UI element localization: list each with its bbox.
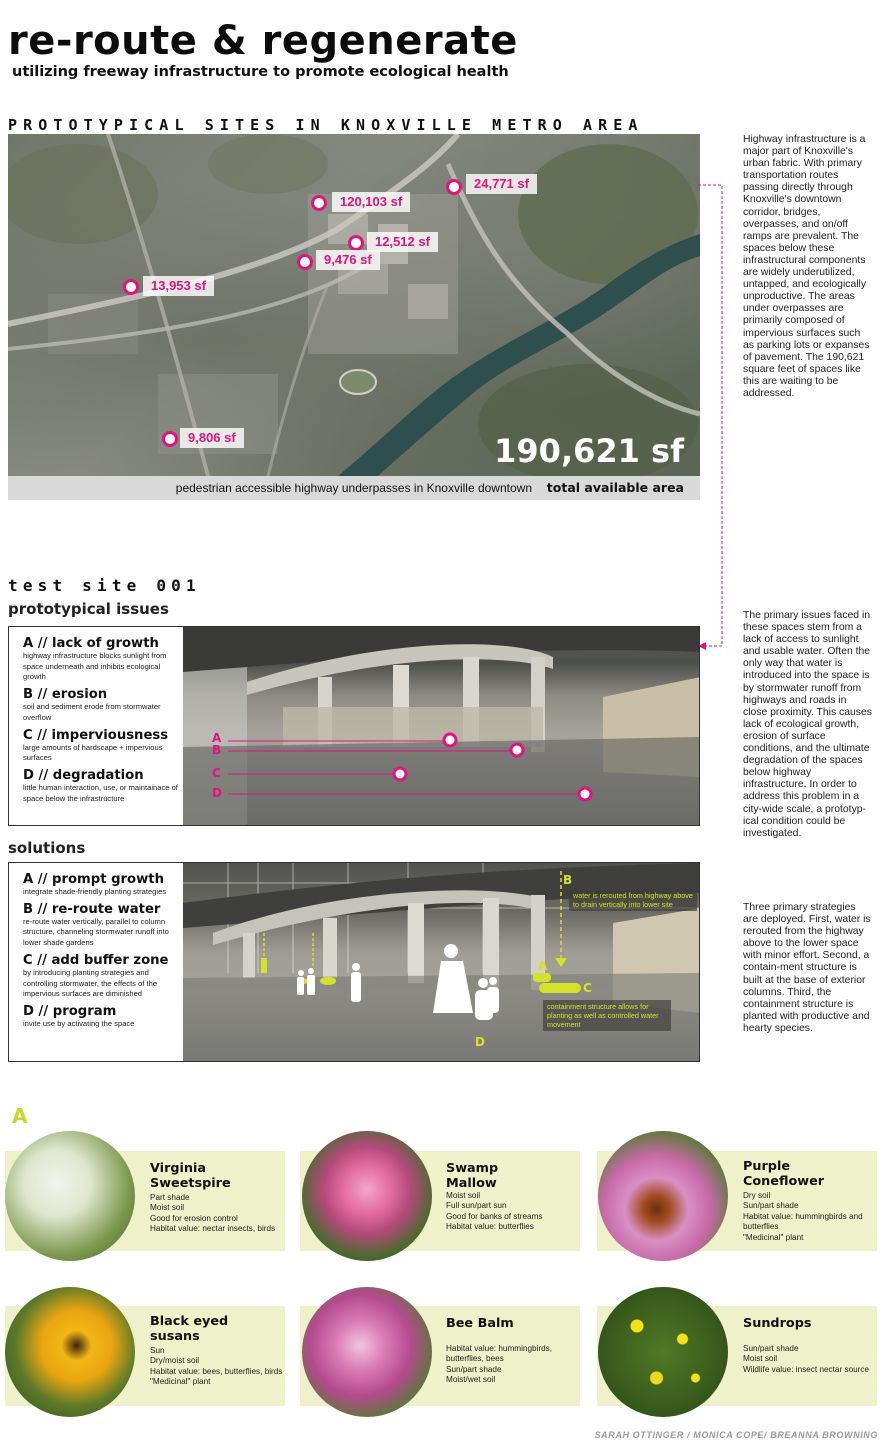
water-reroute-note: water is rerouted from highway above to drain vertically into lower site: [569, 889, 697, 911]
credits: SARAH OTTINGER / MONICA COPE/ BREANNA BROWNING: [594, 1430, 878, 1440]
issues-heading: prototypical issues: [8, 600, 169, 618]
issue-item: [23, 687, 183, 723]
swamp-mallow-photo: [302, 1131, 432, 1261]
map-caption-bar: [8, 476, 700, 500]
solutions-heading: solutions: [8, 839, 86, 857]
solution-description: integrate shade-friendly planting strategies: [23, 887, 167, 896]
issue-description: highway infrastructure blocks sunlight from space underneath and inhibits ecological growth: [23, 651, 167, 682]
issue-marker-c: C: [212, 766, 221, 780]
plant-detail: Part shade: [150, 1193, 190, 1202]
map-caption: pedestrian accessible highway underpasses in Knoxville downtown: [175, 481, 532, 495]
solutions-list: [9, 863, 183, 1034]
plant-detail: Dry soil: [743, 1191, 771, 1200]
site-pin[interactable]: [446, 179, 462, 195]
test-site-heading: test site 001: [8, 576, 201, 595]
solution-description: by introducing planting strategies and controlling stormwater, the effects of the impervious surfaces are diminished: [23, 967, 158, 999]
issue-title: D // degradation: [23, 767, 144, 783]
solutions-site-rendering: [183, 863, 699, 1061]
solution-item: [23, 902, 183, 949]
aerial-map: [8, 134, 700, 476]
plant-detail: Habitat value: butterflies: [446, 1222, 534, 1232]
solution-marker-b: B: [563, 873, 573, 887]
issues-panel: [8, 626, 700, 826]
plant-detail: Moist/wet soil: [446, 1375, 496, 1385]
side-paragraph-issues: The primary issues faced in these spaces stem from a lack of access to sunlight and usable water. Often the only way that water is introduced into the space is by stormwater runoff from highways and roads in close proximity. This causes lack of ecological growth, erosion of surface conditions, and the ultimate degradation of the spaces below highway infrastructure. In order to address this problem in a city-wide scale, a prototyp-ical condition could be investigated.: [743, 610, 872, 839]
plant-details: [446, 1344, 576, 1386]
plant-detail: Habitat value: hummingbirds and butterflies: [743, 1211, 863, 1232]
plant-details: [743, 1344, 873, 1375]
plant-details: [150, 1193, 275, 1235]
issue-description: soil and sediment erode from stormwater overflow: [23, 702, 161, 722]
solution-marker-d: D: [475, 1035, 485, 1049]
issue-marker-d: D: [212, 786, 222, 800]
underpass-illustration: [183, 627, 699, 825]
plant-detail: Moist soil: [743, 1354, 778, 1364]
plant-detail: Moist soil: [446, 1191, 481, 1200]
page-title: re-route & regenerate: [8, 18, 518, 64]
site-area-label: 12,512 sf: [367, 232, 438, 252]
side-paragraph-strategies: Three primary strategies are deployed. First, water is rerouted from the highway above to the lower space with minor effort. Second, a contain-ment structure is built at the base of exterior columns. Third, the containment structure is planted with productive and hearty species.: [743, 902, 871, 1034]
plant-detail: Habitat value: bees, butterflies, birds: [150, 1366, 283, 1376]
site-pin[interactable]: [297, 254, 313, 270]
site-pin[interactable]: [162, 431, 178, 447]
plant-detail: Dry/moist soil: [150, 1356, 200, 1366]
total-area-value: 190,621 sf: [494, 432, 684, 470]
plant-detail: Habitat value: hummingbirds, butterflies, bees: [446, 1344, 553, 1364]
plant-detail: Sun: [150, 1346, 165, 1355]
site-area-label: 24,771 sf: [466, 174, 537, 194]
issue-title: B // erosion: [23, 687, 108, 703]
plant-name: Purple Coneflower: [743, 1159, 825, 1189]
plant-details: [743, 1191, 873, 1243]
sundrops-photo: [598, 1287, 728, 1417]
plant-name: Black eyed susans: [150, 1314, 229, 1344]
plant-name: Swamp Mallow: [446, 1161, 499, 1191]
solution-description: invite use by activating the space: [23, 1018, 135, 1028]
bee-balm-photo: [302, 1287, 432, 1417]
solution-marker-c: C: [583, 981, 592, 995]
plant-detail: "Medicinal" plant: [743, 1232, 804, 1242]
solution-item: [23, 1004, 183, 1030]
solution-item: [23, 872, 183, 898]
containment-note: containment structure allows for planting as well as controlled water movement: [543, 1000, 671, 1031]
solution-title: C // add buffer zone: [23, 952, 169, 968]
site-area-label: 13,953 sf: [143, 276, 214, 296]
plant-detail: "Medicinal" plant: [150, 1377, 211, 1387]
site-area-label: 9,476 sf: [316, 250, 380, 270]
issue-item: [23, 768, 183, 804]
solution-title: A // prompt growth: [23, 872, 164, 887]
issue-item: [23, 636, 183, 683]
side-paragraph-intro: Highway infrastructure is a major part of Knoxville's urban fabric. With primary transportation routes passing directly through Knoxville's downtown corridor, bridges, overpasses, and on/off ramps are prevalent. The spaces below these infrastructural components are widely underutilized, untapped, and ecologically unproductive. The areas under overpasses are primarily composed of impervious surfaces such as parking lots or expanses of pavement. The 190,621 square feet of spaces like this are waiting to be addressed.: [743, 134, 870, 399]
plant-name: Bee Balm: [446, 1316, 514, 1331]
plant-detail: Good for erosion control: [150, 1213, 238, 1223]
issue-description: large amounts of hardscape + impervious surfaces: [23, 742, 163, 763]
plant-details: [446, 1191, 542, 1233]
site-pin[interactable]: [123, 279, 139, 295]
plant-name: Virginia Sweetspire: [150, 1161, 231, 1191]
plant-detail: Habitat value: nectar insects, birds: [150, 1224, 276, 1234]
solution-title: D // program: [23, 1003, 117, 1019]
plants-section-letter: A: [12, 1104, 28, 1128]
plant-details: [150, 1346, 285, 1388]
issues-site-photo: [183, 627, 699, 825]
plant-detail: Sun/part shade: [446, 1364, 502, 1374]
map-caption-total-label: total available area: [546, 480, 684, 495]
plant-detail: Moist soil: [150, 1203, 185, 1213]
page-subtitle: utilizing freeway infrastructure to promote ecological health: [12, 64, 509, 80]
solution-description: re-route water vertically, parallel to column structure, channeling stormwater runoff into lower shade gardens: [23, 916, 169, 948]
plant-detail: Wildlife value: insect nectar source: [743, 1364, 870, 1374]
issue-title: A // lack of growth: [23, 636, 159, 651]
virginia-sweetspire-photo: [5, 1131, 135, 1261]
purple-coneflower-photo: [598, 1131, 728, 1261]
black-eyed-susans-photo: [5, 1287, 135, 1417]
plant-detail: Sun/part shade: [743, 1201, 799, 1211]
site-area-label: 9,806 sf: [180, 428, 244, 448]
map-section-heading: PROTOTYPICAL SITES IN KNOXVILLE METRO AREA: [8, 116, 644, 134]
solution-item: [23, 953, 183, 1000]
plant-detail: Good for banks of streams: [446, 1211, 543, 1221]
solutions-panel: [8, 862, 700, 1062]
issue-marker-b: B: [212, 743, 222, 757]
issue-description: little human interaction, use, or maintainace of space below the infrastructure: [23, 782, 178, 803]
plant-name: Sundrops: [743, 1316, 812, 1331]
issue-title: C // imperviousness: [23, 727, 169, 743]
issues-list: [9, 627, 183, 808]
site-area-label: 120,103 sf: [332, 192, 410, 212]
plant-detail: Sun/part shade: [743, 1344, 799, 1353]
plant-detail: Full sun/part sun: [446, 1201, 507, 1211]
solution-marker-a: A: [538, 959, 548, 973]
site-pin[interactable]: [348, 235, 364, 251]
site-pin[interactable]: [311, 195, 327, 211]
issue-marker-a: A: [212, 731, 222, 745]
issue-item: [23, 728, 183, 764]
aerial-map-graphic: [8, 134, 700, 476]
solution-title: B // re-route water: [23, 901, 161, 917]
connector-line: [690, 180, 730, 655]
